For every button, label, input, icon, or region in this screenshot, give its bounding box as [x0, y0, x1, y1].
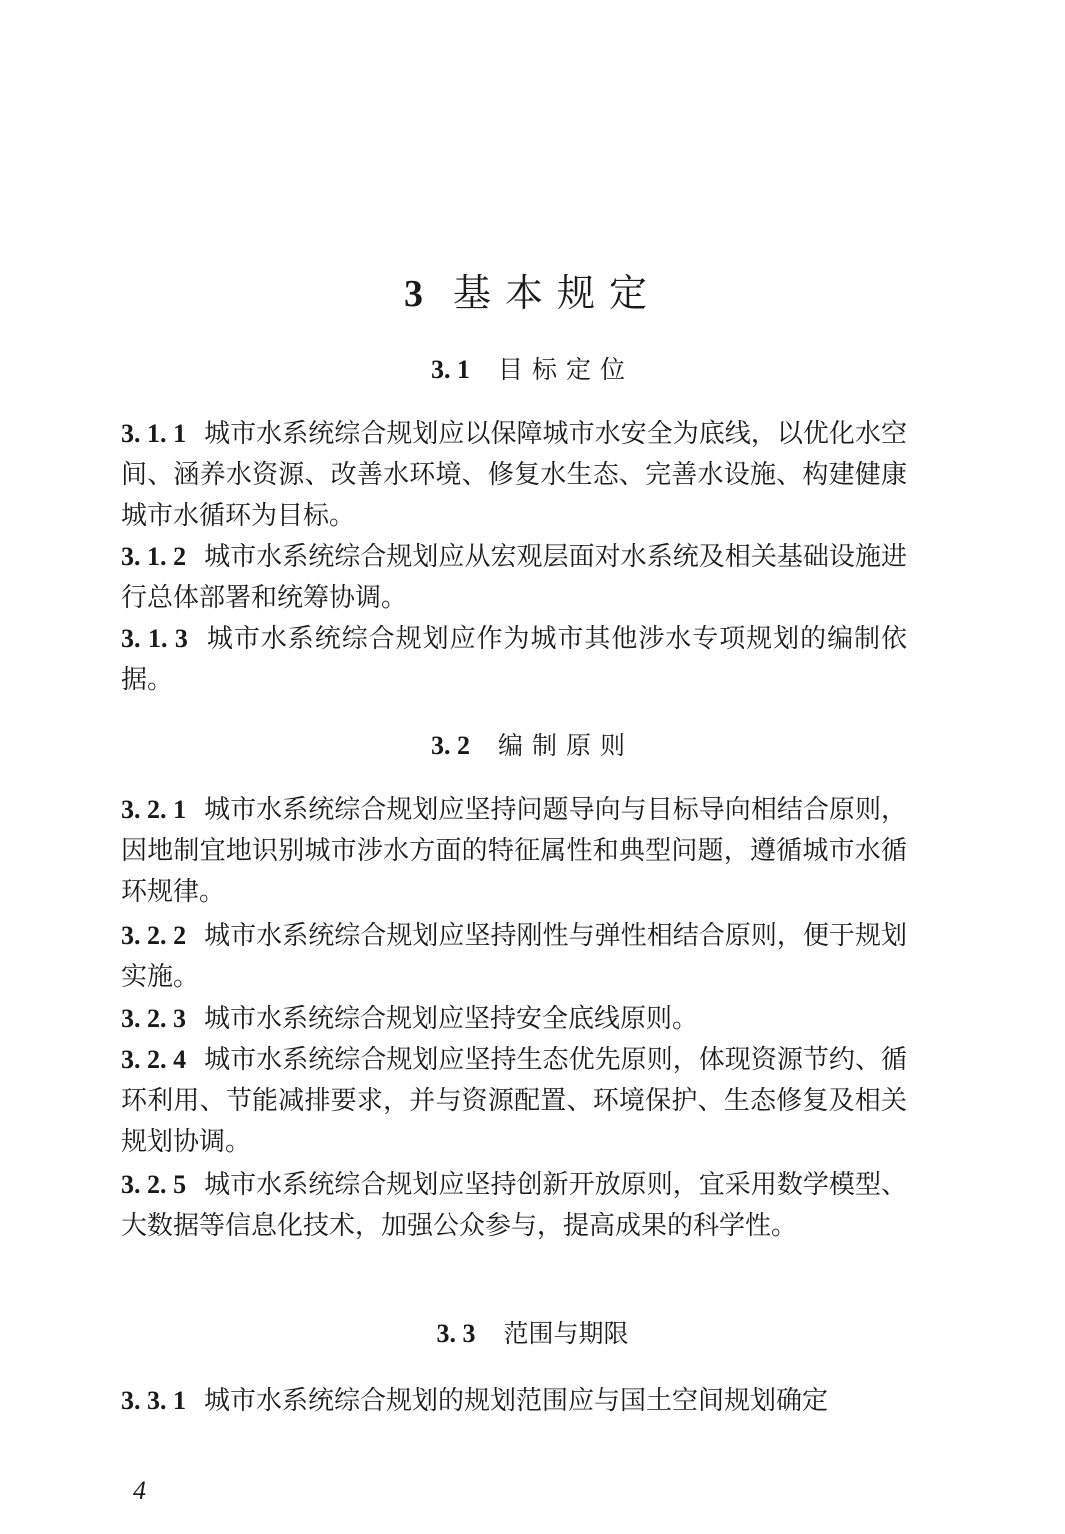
clause-text: 城市水系统综合规划应坚持生态优先原则，体现资源节约、循环利用、节能减排要求，并与资源配置、环境保护、生态修复及相关规划协调。 — [121, 1045, 907, 1157]
section-title: 范围与期限 — [503, 1319, 629, 1348]
clause-number: 3. 2. 3 — [121, 1004, 186, 1033]
chapter-heading — [0, 268, 1065, 319]
clause-text: 城市水系统综合规划应坚持创新开放原则，宜采用数学模型、大数据等信息化技术，加强公众参与，提高成果的科学性。 — [121, 1170, 907, 1241]
clause-text: 城市水系统综合规划的规划范围应与国土空间规划确定 — [204, 1386, 829, 1416]
clause-number: 3. 3. 1 — [121, 1386, 186, 1415]
clause-3-2-3 — [121, 998, 907, 1040]
section-number: 3. 1 — [430, 355, 470, 384]
section-heading-3-3 — [0, 1316, 1065, 1352]
clause-number: 3. 1. 3 — [121, 624, 188, 653]
clause-number: 3. 2. 1 — [121, 795, 187, 824]
clause-number: 3. 1. 2 — [121, 542, 187, 571]
clause-number: 3. 2. 4 — [121, 1045, 187, 1074]
clause-3-1-3 — [121, 618, 907, 701]
section-title: 目标定位 — [497, 355, 634, 384]
page-number: 4 — [133, 1476, 146, 1505]
clause-text: 城市水系统综合规划应坚持安全底线原则。 — [204, 1004, 699, 1034]
clause-text: 城市水系统综合规划应作为城市其他涉水专项规划的编制依据。 — [121, 624, 907, 695]
clause-3-2-1 — [121, 789, 907, 913]
clause-number: 3. 1. 1 — [121, 419, 187, 448]
clause-3-1-1 — [121, 413, 907, 537]
section-heading-3-1 — [0, 352, 1065, 388]
clause-number: 3. 2. 2 — [121, 921, 187, 950]
clause-text: 城市水系统综合规划应坚持刚性与弹性相结合原则，便于规划实施。 — [121, 921, 907, 992]
section-heading-3-2 — [0, 728, 1065, 764]
clause-3-2-5 — [121, 1164, 907, 1247]
section-number: 3. 2 — [430, 731, 470, 760]
clause-number: 3. 2. 5 — [121, 1170, 187, 1199]
clause-3-2-4 — [121, 1039, 907, 1163]
clause-text: 城市水系统综合规划应坚持问题导向与目标导向相结合原则，因地制宜地识别城市涉水方面的特征属性和典型问题，遵循城市水循环规律。 — [121, 795, 907, 907]
clause-3-1-2 — [121, 536, 907, 619]
clause-text: 城市水系统综合规划应以保障城市水安全为底线，以优化水空间、涵养水资源、改善水环境、修复水生态、完善水设施、构建健康城市水循环为目标。 — [121, 419, 907, 531]
chapter-number: 3 — [403, 273, 423, 315]
clause-text: 城市水系统综合规划应从宏观层面对水系统及相关基础设施进行总体部署和统筹协调。 — [121, 542, 907, 613]
clause-3-3-1 — [121, 1380, 907, 1422]
chapter-title: 基本规定 — [452, 271, 661, 315]
section-number: 3. 3 — [436, 1319, 476, 1348]
section-title: 编制原则 — [497, 731, 634, 760]
clause-3-2-2 — [121, 915, 907, 998]
